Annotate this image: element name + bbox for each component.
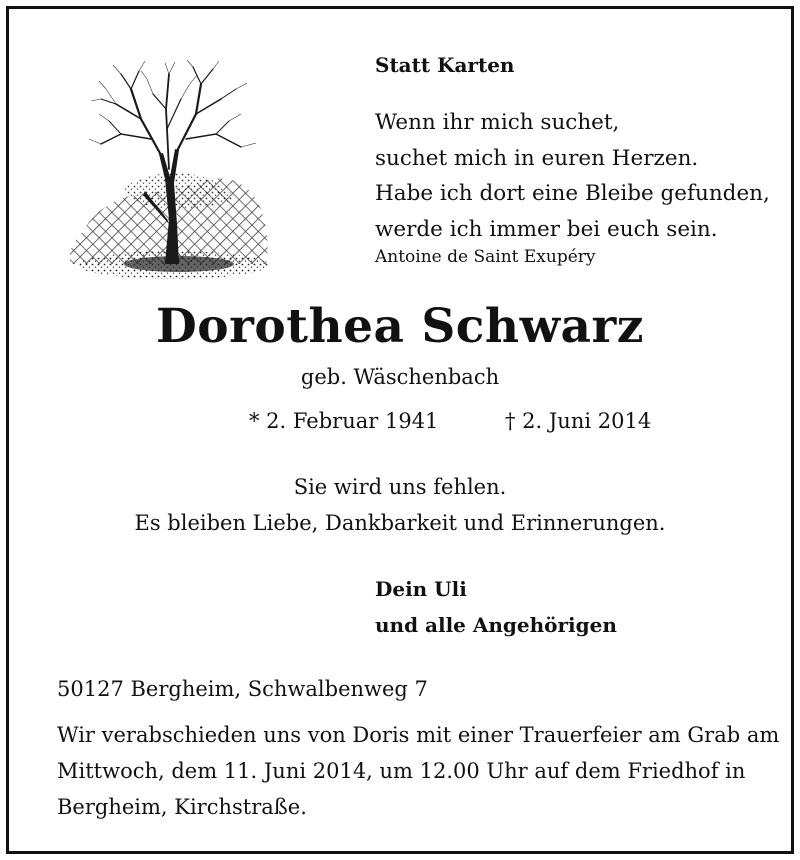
obituary-notice <box>6 6 794 854</box>
service-line: Bergheim, Kirchstraße. <box>57 795 307 819</box>
closing-text <box>9 469 791 541</box>
poem-line: Wenn ihr mich suchet, <box>375 110 620 135</box>
service-line: Mittwoch, dem 11. Juni 2014, um 12.00 Uhr auf dem Friedhof in <box>57 759 746 783</box>
deceased-name: Dorothea Schwarz <box>156 299 644 354</box>
death-date: † 2. Juni 2014 <box>505 409 652 433</box>
tree-illustration <box>61 59 276 299</box>
mourner-line: Dein Uli <box>375 577 467 601</box>
closing-line: Es bleiben Liebe, Dankbarkeit und Erinnerungen. <box>134 511 666 535</box>
poem-line: suchet mich in euren Herzen. <box>375 145 699 171</box>
poem <box>375 105 770 247</box>
address: 50127 Bergheim, Schwalbenweg 7 <box>57 677 428 701</box>
service-info <box>57 717 780 825</box>
poem-line: werde ich immer bei euch sein. <box>375 216 718 242</box>
service-line: Wir verabschieden uns von Doris mit einer Trauerfeier am Grab am <box>57 723 780 747</box>
maiden-name: geb. Wäschenbach <box>300 365 500 389</box>
poem-line: Habe ich dort eine Bleibe gefunden, <box>375 181 770 206</box>
birth-date: * 2. Februar 1941 <box>249 409 439 433</box>
heading-label: Statt Karten <box>375 53 515 77</box>
poem-author: Antoine de Saint Exupéry <box>375 247 596 267</box>
mourner-line: und alle Angehörigen <box>375 613 617 637</box>
mourners <box>375 571 617 643</box>
closing-line: Sie wird uns fehlen. <box>293 475 507 499</box>
